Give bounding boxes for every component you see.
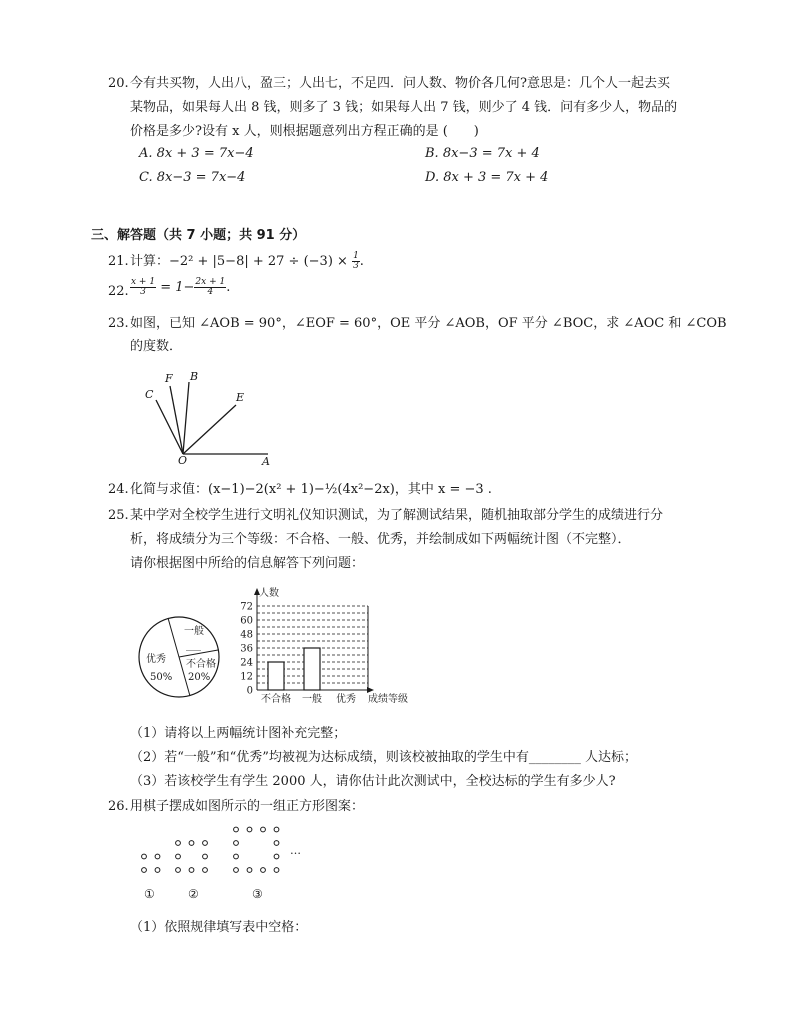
chess-piece [203, 854, 208, 859]
pattern-ellipsis: … [290, 844, 301, 857]
q22-fraction-right [194, 278, 226, 297]
q22-end: . [226, 280, 231, 295]
label-e: E [236, 391, 245, 404]
q25-sub1: （1）请将以上两幅统计图补充完整； [130, 726, 347, 741]
pie-pct-youxiu: 50% [150, 672, 173, 683]
q20-line2: 某物品，如果每人出 8 钱，则多了 3 钱；如果每人出 7 钱，则少了 4 钱．问有多少人，物品的 [130, 100, 678, 115]
q23-number: 23. [108, 316, 129, 331]
ray-of [170, 386, 183, 454]
q24-text: 化简与求值：(x−1)−2(x² + 1)−½(4x²−2x)，其中 x = −3 . [130, 482, 492, 497]
pattern-label-3: ③ [252, 887, 263, 901]
chess-piece [274, 827, 279, 832]
x-tick-label: 优秀 [336, 694, 356, 705]
q21-fraction [352, 252, 360, 271]
pie-label-youxiu: 优秀 [146, 654, 166, 665]
q26-sub1: （1）依照规律填写表中空格： [130, 920, 308, 935]
chess-piece [176, 854, 181, 859]
chess-piece [155, 854, 160, 859]
q24-number: 24. [108, 482, 129, 497]
ray-oe [183, 405, 236, 454]
chess-piece [203, 841, 208, 846]
q22-fraction-left [130, 278, 156, 297]
q22-f2-numerator: 2x + 1 [195, 277, 226, 287]
q26-number: 26. [108, 799, 129, 814]
pie-divider-2 [179, 650, 218, 657]
q25-number: 25. [108, 508, 129, 523]
q22-equation [130, 278, 230, 297]
chess-piece [247, 868, 252, 873]
pie-pct-buhege: 20% [188, 672, 211, 683]
q20-option-a: A. 8x + 3 = 7x−4 [139, 146, 254, 161]
x-tick-label: 不合格 [261, 694, 291, 705]
section-title: 三、解答题（共 7 小题；共 91 分） [91, 228, 306, 243]
q22-number: 22. [108, 284, 129, 299]
chess-piece [247, 827, 252, 832]
chess-piece [189, 868, 194, 873]
q25-line2: 析，将成绩分为三个等级：不合格、一般、优秀，并绘制成如下两幅统计图（不完整）． [130, 532, 631, 547]
y-tick-label: 24 [240, 657, 253, 669]
label-a: A [262, 455, 270, 466]
q25-line1: 某中学对全校学生进行文明礼仪知识测试，为了解测试结果，随机抽取部分学生的成绩进行分 [130, 508, 664, 523]
q25-line3: 请你根据图中所给的信息解答下列问题： [130, 556, 365, 571]
chess-piece [261, 827, 266, 832]
label-c: C [145, 388, 154, 401]
label-b: B [190, 370, 199, 383]
q21-frac-numerator: 1 [353, 251, 359, 261]
bar-xlabel: 成绩等级 [368, 694, 408, 705]
q25-sub3: （3）若该校学生有学生 2000 人，请你估计此次测试中，全校达标的学生有多少人? [130, 774, 616, 789]
q20-option-c: C. 8x−3 = 7x−4 [139, 170, 246, 185]
chess-piece [142, 854, 147, 859]
q22-mid: = 1− [160, 280, 195, 295]
bar-1 [304, 648, 320, 690]
chess-piece [234, 827, 239, 832]
chess-piece [203, 868, 208, 873]
pie-label-yiban: 一般 [184, 626, 204, 637]
q21-frac-denominator: 3 [353, 261, 359, 271]
chess-piece [234, 841, 239, 846]
bar-chart [230, 586, 430, 708]
q21-end: . [359, 254, 364, 269]
q23-line2: 的度数． [130, 339, 183, 354]
label-f: F [165, 372, 173, 385]
bar-ylabel: 人数 [259, 588, 279, 599]
y-tick-label: 36 [240, 643, 253, 655]
chess-piece [261, 868, 266, 873]
pattern-label-1: ① [144, 887, 155, 901]
pattern-label-2: ② [188, 887, 199, 901]
y-tick-label: 48 [240, 629, 253, 641]
pie-divider-1 [168, 618, 179, 657]
chess-piece [142, 868, 147, 873]
q25-sub2: （2）若“一般”和“优秀”均被视为达标成绩，则该校被抽取的学生中有________ 人达标； [130, 750, 637, 765]
q26-text: 用棋子摆成如图所示的一组正方形图案： [130, 799, 365, 814]
y-tick-label: 0 [246, 685, 253, 697]
q20-option-d: D. 8x + 3 = 7x + 4 [425, 170, 549, 185]
chess-piece [234, 854, 239, 859]
ray-ob [183, 382, 189, 454]
chess-piece [155, 868, 160, 873]
q20-option-b: B. 8x−3 = 7x + 4 [425, 146, 540, 161]
q22-f1-numerator: x + 1 [131, 277, 156, 287]
chess-piece [274, 841, 279, 846]
chess-piece [234, 868, 239, 873]
y-tick-label: 72 [240, 601, 253, 613]
pie-pct-yiban: ___ [186, 640, 201, 651]
pie-chart [134, 612, 224, 702]
pie-label-buhege: 不合格 [186, 659, 216, 670]
x-tick-label: 一般 [302, 694, 322, 705]
chess-piece [189, 841, 194, 846]
chess-piece [274, 854, 279, 859]
chess-piece [274, 868, 279, 873]
q20-line1: 今有共买物，人出八，盈三；人出七，不足四．问人数、物价各几何?意思是：几个人一起去买 [130, 76, 670, 91]
q20-line3: 价格是多少?设有 x 人，则根据题意列出方程正确的是 ( ) [130, 124, 479, 139]
y-tick-label: 12 [240, 671, 253, 683]
angle-figure [138, 366, 278, 466]
q21-text: 计算：−2² + |5−8| + 27 ÷ (−3) × [130, 254, 348, 269]
x-axis-arrow [367, 687, 374, 693]
q21-number: 21. [108, 254, 129, 269]
q20-number: 20. [108, 76, 129, 91]
ray-oc [156, 400, 183, 454]
chess-piece [176, 868, 181, 873]
y-tick-label: 60 [240, 615, 253, 627]
q21-expression [130, 252, 364, 271]
q22-f2-denominator: 4 [207, 287, 214, 297]
bar-0 [268, 662, 284, 690]
dot-pattern-figure [136, 818, 326, 904]
q23-line1: 如图，已知 ∠AOB = 90°，∠EOF = 60°，OE 平分 ∠AOB，OF 平分 ∠BOC，求 ∠AOC 和 ∠COB [130, 316, 727, 331]
q22-f1-denominator: 3 [140, 287, 146, 297]
label-o: O [178, 454, 188, 466]
chess-piece [176, 841, 181, 846]
